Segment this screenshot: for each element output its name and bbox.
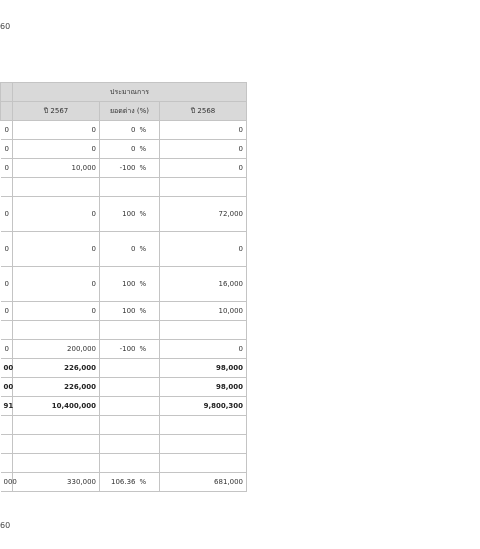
table-row [1, 197, 247, 232]
table-row [1, 232, 247, 267]
cell-2567: 0 [13, 140, 100, 159]
cell-prev: 0 [1, 159, 13, 178]
cell-diff: 100 [100, 302, 138, 321]
cell-2568: 0 [160, 140, 247, 159]
cell-2567: 0 [13, 232, 100, 267]
cell-2568: 16,000 [160, 267, 247, 302]
cell-prev: 0 [1, 197, 13, 232]
cell-2568: 681,000 [160, 473, 247, 492]
table-row [1, 302, 247, 321]
cell-percent-sign [138, 397, 160, 416]
cell-diff [100, 454, 138, 473]
table-row [1, 267, 247, 302]
cell-2568 [160, 416, 247, 435]
cell-2567: 330,000 [13, 473, 100, 492]
cell-percent-sign [138, 359, 160, 378]
cell-2567: 200,000 [13, 340, 100, 359]
table-row [1, 473, 247, 492]
cell-2567: 226,000 [13, 359, 100, 378]
cell-percent-sign [138, 435, 160, 454]
cell-2567: 226,000 [13, 378, 100, 397]
cell-2567: 0 [13, 267, 100, 302]
cell-prev: 00 [1, 359, 13, 378]
cell-diff [100, 359, 138, 378]
column-header-2567: ปี 2567 [13, 102, 100, 121]
cell-diff: 0 [100, 121, 138, 140]
cell-2568: 72,000 [160, 197, 247, 232]
cell-prev: 0 [1, 232, 13, 267]
cell-2568: 0 [160, 340, 247, 359]
table-row [1, 178, 247, 197]
cell-percent-sign: % [138, 140, 160, 159]
cell-2568 [160, 454, 247, 473]
cell-diff [100, 416, 138, 435]
cell-diff [100, 321, 138, 340]
cell-percent-sign [138, 321, 160, 340]
table-row [1, 416, 247, 435]
cell-2567: 10,400,000 [13, 397, 100, 416]
header-prev-blank-2 [1, 102, 13, 121]
cell-2568: 10,000 [160, 302, 247, 321]
cell-percent-sign [138, 416, 160, 435]
cell-2567 [13, 321, 100, 340]
cell-diff: 100 [100, 197, 138, 232]
cell-prev: 0 [1, 340, 13, 359]
header-prev-blank [1, 83, 13, 102]
budget-estimate-table [0, 82, 247, 492]
cell-2568: 0 [160, 232, 247, 267]
table-row [1, 435, 247, 454]
cell-percent-sign: % [138, 340, 160, 359]
page-number-top: 60 [0, 22, 11, 31]
cell-2567: 0 [13, 121, 100, 140]
cell-diff [100, 378, 138, 397]
cell-percent-sign: % [138, 159, 160, 178]
cell-diff [100, 178, 138, 197]
cell-prev: 00 [1, 378, 13, 397]
cell-2567 [13, 178, 100, 197]
cell-diff [100, 435, 138, 454]
cell-2568 [160, 178, 247, 197]
cell-percent-sign: % [138, 197, 160, 232]
cell-2567: 0 [13, 302, 100, 321]
column-header-diff: ยอดต่าง (%) [100, 102, 160, 121]
table-row [1, 140, 247, 159]
subtotal-row [1, 378, 247, 397]
table-row [1, 321, 247, 340]
cell-diff: -100 [100, 159, 138, 178]
cell-2568: 98,000 [160, 359, 247, 378]
table-row [1, 454, 247, 473]
cell-percent-sign: % [138, 473, 160, 492]
cell-prev: 0 [1, 302, 13, 321]
cell-diff: 0 [100, 140, 138, 159]
cell-percent-sign [138, 178, 160, 197]
cell-prev [1, 435, 13, 454]
cell-diff: -100 [100, 340, 138, 359]
cell-2568: 0 [160, 121, 247, 140]
cell-percent-sign: % [138, 121, 160, 140]
cell-percent-sign [138, 454, 160, 473]
cell-prev: 0 [1, 121, 13, 140]
group-header-estimate: ประมาณการ [13, 83, 247, 102]
cell-percent-sign [138, 378, 160, 397]
cell-2568: 9,800,300 [160, 397, 247, 416]
cell-2568 [160, 321, 247, 340]
cell-2567: 0 [13, 197, 100, 232]
total-row [1, 397, 247, 416]
page-number-bottom: 60 [0, 521, 11, 530]
cell-diff: 0 [100, 232, 138, 267]
cell-2567 [13, 416, 100, 435]
cell-2568 [160, 435, 247, 454]
column-header-2568: ปี 2568 [160, 102, 247, 121]
table-row [1, 159, 247, 178]
cell-2567 [13, 435, 100, 454]
cell-2568: 0 [160, 159, 247, 178]
cell-percent-sign: % [138, 302, 160, 321]
cell-2567: 10,000 [13, 159, 100, 178]
cell-prev: 0 [1, 267, 13, 302]
cell-2567 [13, 454, 100, 473]
cell-prev: 91 [1, 397, 13, 416]
cell-diff: 106.36 [100, 473, 138, 492]
cell-diff: 100 [100, 267, 138, 302]
cell-2568: 98,000 [160, 378, 247, 397]
cell-prev: 000 [1, 473, 13, 492]
cell-percent-sign: % [138, 232, 160, 267]
cell-percent-sign: % [138, 267, 160, 302]
cell-prev [1, 416, 13, 435]
cell-prev [1, 178, 13, 197]
table-row [1, 340, 247, 359]
cell-prev [1, 321, 13, 340]
cell-prev: 0 [1, 140, 13, 159]
cell-prev [1, 454, 13, 473]
subtotal-row [1, 359, 247, 378]
cell-diff [100, 397, 138, 416]
table-row [1, 121, 247, 140]
